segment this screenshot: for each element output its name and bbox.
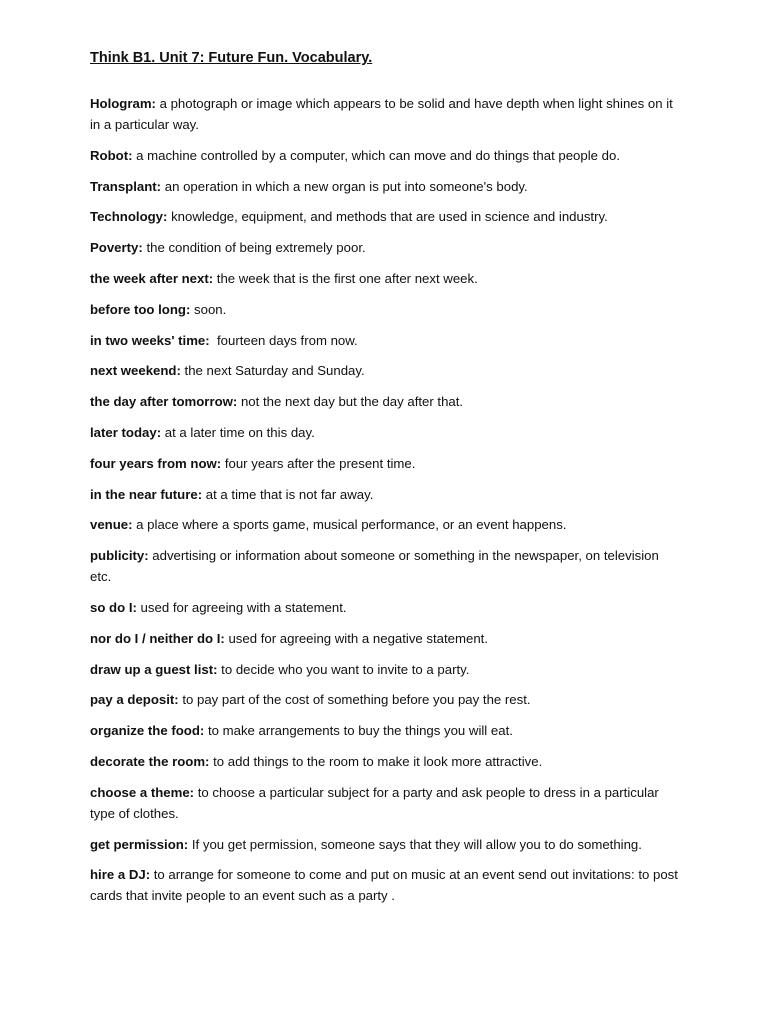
- vocab-entry-robot: [90, 145, 680, 166]
- vocab-entry-organize-the-food: [90, 720, 680, 741]
- vocab-entry-venue: [90, 514, 680, 535]
- vocab-term: get permission:: [90, 836, 189, 852]
- vocab-term: the day after tomorrow:: [90, 394, 238, 410]
- vocab-term: publicity:: [90, 548, 149, 564]
- vocab-term: the week after next:: [90, 270, 214, 286]
- vocab-term: in two weeks' time:: [90, 332, 210, 348]
- vocab-definition: to arrange for someone to come and put on music at an event send out invitations: to post cards that invite people to an event such as a party .: [90, 867, 678, 904]
- vocab-entry-publicity: [90, 545, 680, 587]
- vocab-term: next weekend:: [90, 363, 181, 379]
- vocab-definition: to add things to the room to make it look more attractive.: [209, 753, 543, 769]
- vocab-term: venue:: [90, 517, 133, 533]
- vocab-definition: advertising or information about someone or something in the newspaper, on television etc.: [90, 548, 659, 585]
- vocab-entry-later-today: [90, 422, 680, 443]
- vocab-term: Transplant:: [90, 178, 162, 194]
- vocab-entry-four-years-from-now: [90, 453, 680, 474]
- vocab-definition: a photograph or image which appears to be solid and have depth when light shines on it in a particular way.: [90, 96, 673, 132]
- vocab-definition: at a later time on this day.: [161, 424, 315, 440]
- vocab-definition: to decide who you want to invite to a party.: [217, 661, 470, 677]
- vocab-term: so do I:: [90, 599, 137, 615]
- vocab-definition: the condition of being extremely poor.: [142, 240, 366, 256]
- vocab-entry-before-too-long: [90, 299, 680, 320]
- vocab-term: in the near future:: [90, 486, 203, 502]
- vocab-entry-day-after-tomorrow: [90, 391, 680, 412]
- vocab-entry-poverty: [90, 237, 680, 258]
- vocab-entry-next-weekend: [90, 360, 680, 381]
- vocab-term: Hologram:: [90, 96, 156, 111]
- vocab-entry-technology: [90, 206, 680, 227]
- vocab-definition: an operation in which a new organ is put into someone's body.: [161, 178, 528, 194]
- vocabulary-list: [90, 93, 680, 906]
- vocab-definition: used for agreeing with a negative statement.: [224, 630, 488, 646]
- vocab-term: Poverty:: [90, 240, 143, 256]
- vocab-definition: soon.: [190, 301, 227, 317]
- vocab-term: Robot:: [90, 147, 133, 163]
- vocab-term: Technology:: [90, 209, 168, 225]
- vocab-entry-get-permission: [90, 834, 680, 855]
- vocab-entry-transplant: [90, 176, 680, 197]
- vocab-term: decorate the room:: [90, 753, 210, 769]
- vocab-entry-week-after-next: [90, 268, 680, 289]
- vocab-entry-in-the-near-future: [90, 484, 680, 505]
- vocab-definition: to choose a particular subject for a party and ask people to dress in a particular type of clothes.: [90, 784, 659, 821]
- vocab-definition: fourteen days from now.: [209, 332, 358, 348]
- vocab-definition: at a time that is not far away.: [202, 486, 374, 502]
- vocab-definition: not the next day but the day after that.: [237, 394, 464, 410]
- vocab-term: choose a theme:: [90, 784, 195, 800]
- document-title: Think B1. Unit 7: Future Fun. Vocabulary.: [90, 50, 373, 66]
- vocab-definition: to pay part of the cost of something before you pay the rest.: [178, 692, 531, 708]
- vocab-term: four years from now:: [90, 455, 222, 471]
- vocab-entry-draw-up-guest-list: [90, 659, 680, 680]
- vocab-entry-decorate-the-room: [90, 751, 680, 772]
- vocab-definition: to make arrangements to buy the things you will eat.: [204, 723, 513, 739]
- vocab-term: hire a DJ:: [90, 867, 151, 883]
- vocab-entry-hire-a-dj: [90, 864, 680, 906]
- vocab-term: pay a deposit:: [90, 692, 179, 708]
- vocab-entry-pay-a-deposit: [90, 689, 680, 710]
- vocab-entry-in-two-weeks-time: [90, 330, 680, 351]
- vocab-definition: a place where a sports game, musical performance, or an event happens.: [132, 517, 567, 533]
- vocab-term: draw up a guest list:: [90, 661, 218, 677]
- vocab-term: before too long:: [90, 301, 191, 317]
- vocab-definition: the next Saturday and Sunday.: [180, 363, 365, 379]
- vocab-definition: four years after the present time.: [221, 455, 416, 471]
- vocab-definition: a machine controlled by a computer, which can move and do things that people do.: [132, 147, 620, 163]
- vocab-term: organize the food:: [90, 723, 205, 739]
- vocab-entry-choose-a-theme: [90, 782, 680, 824]
- vocab-term: later today:: [90, 424, 162, 440]
- vocab-entry-hologram: [90, 93, 680, 135]
- vocab-entry-nor-do-i: [90, 628, 680, 649]
- vocab-entry-so-do-i: [90, 597, 680, 618]
- vocab-definition: the week that is the first one after next week.: [213, 270, 478, 286]
- vocab-definition: If you get permission, someone says that they will allow you to do something.: [188, 836, 642, 852]
- vocab-term: nor do I / neither do I:: [90, 630, 225, 646]
- vocab-definition: knowledge, equipment, and methods that are used in science and industry.: [167, 209, 608, 225]
- vocab-definition: used for agreeing with a statement.: [136, 599, 347, 615]
